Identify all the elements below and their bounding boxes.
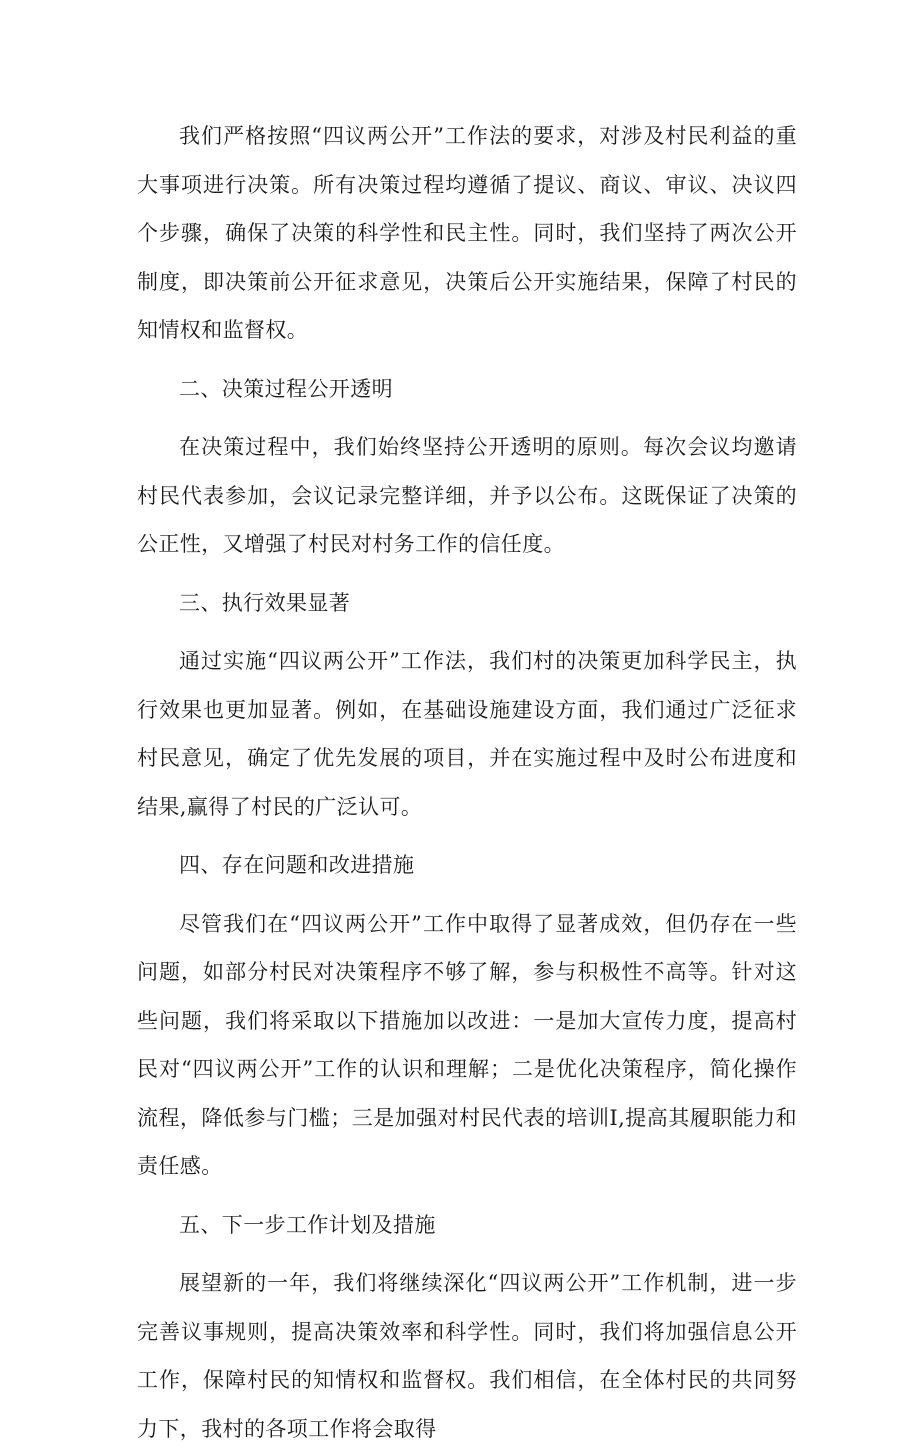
paragraph-5: 展望新的一年，我们将继续深化“四议两公开”工作机制，进一步完善议事规则，提高决策效率和科学性。同时，我们将加强信息公开工作，保障村民的知情权和监督权。我们相信，在全体村民的共同努力下，我村的各项工作将会取得 [137,1271,797,1441]
paragraph-4: 尽管我们在“四议两公开”工作中取得了显著成效，但仍存在一些问题，如部分村民对决策程序不够了解，参与积极性不高等。针对这些问题，我们将采取以下措施加以改进：一是加大宣传力度，提高村民对“四议两公开”工作的认识和理解；二是优化决策程序，简化操作流程，降低参与门槛；三是加强对村民代表的培训I,提高其履职能力和责任感。 [137,911,797,1178]
paragraph-2: 在决策过程中，我们始终坚持公开透明的原则。每次会议均邀请村民代表参加，会议记录完整详细，并予以公布。这既保证了决策的公正性，又增强了村民对村务工作的信任度。 [137,435,797,556]
section-heading-2: 二、决策过程公开透明 [179,376,393,401]
section-heading-3: 三、执行效果显著 [179,590,351,615]
section-heading-5: 五、下一步工作计划及措施 [179,1212,436,1237]
paragraph-1: 我们严格按照“四议两公开”工作法的要求，对涉及村民利益的重大事项进行决策。所有决策过程均遵循了提议、商议、审议、决议四个步骤，确保了决策的科学性和民主性。同时，我们坚持了两次公开制度，即决策前公开征求意见，决策后公开实施结果，保障了村民的知情权和监督权。 [137,124,797,342]
paragraph-3: 通过实施“四议两公开”工作法，我们村的决策更加科学民主，执行效果也更加显著。例如，在基础设施建设方面，我们通过广泛征求村民意见，确定了优先发展的项目，并在实施过程中及时公布进度和结果,赢得了村民的广泛认可。 [137,649,797,819]
section-heading-4: 四、存在问题和改进措施 [179,853,415,877]
document-body [137,112,797,1453]
